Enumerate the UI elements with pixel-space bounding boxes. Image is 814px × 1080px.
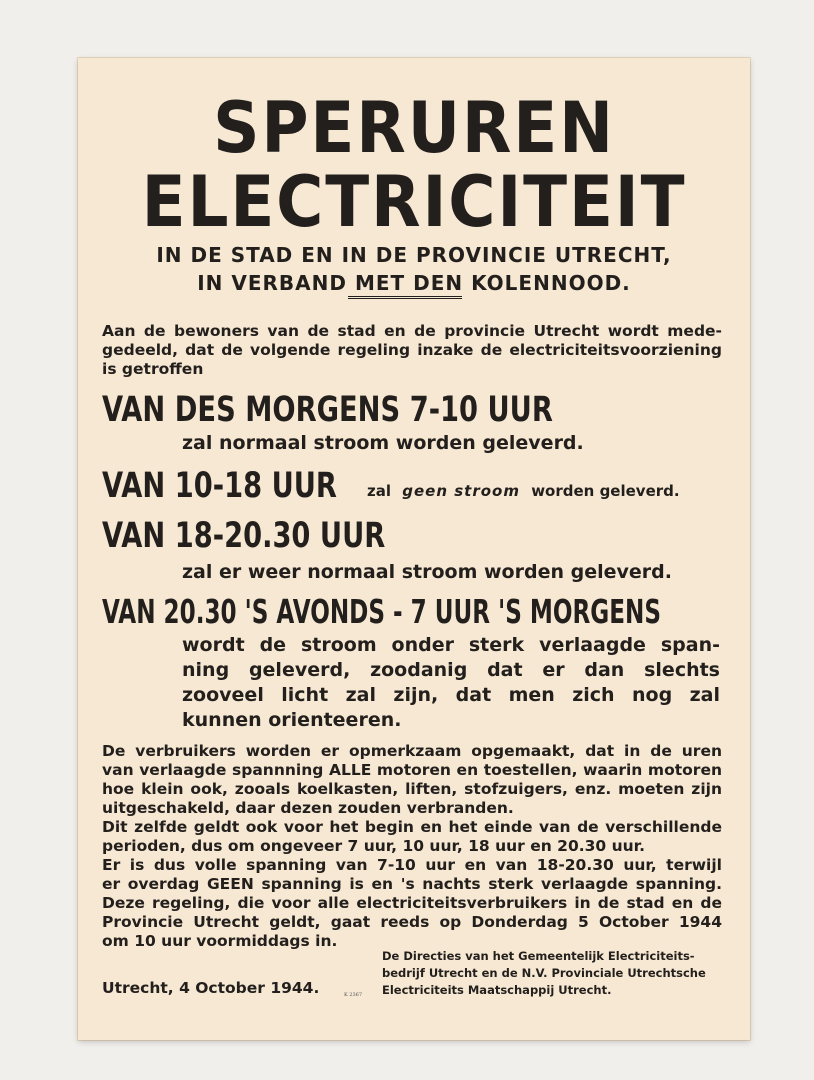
intro-line: Aan de bewoners van de stad en de provincie Utrecht wordt mede- [102,322,722,340]
signature-line: Electriciteits Maatschappij Utrecht. [382,983,612,997]
intro-paragraph [102,322,722,379]
period-4-line: kunnen orienteeren. [182,709,402,731]
notice-line: Er is dus volle spanning van 7-10 uur en van 18-20.30 uur, terwijl [102,856,722,874]
intro-line: is getroffen [102,360,204,378]
intro-line: gedeeld, dat de volgende regeling inzake de electriciteitsvoorziening [102,341,722,359]
notice-line: De verbruikers worden er opmerkzaam opgemaakt, dat in de uren [102,742,722,760]
poster-title-line-2: ELECTRICITEIT [141,161,687,243]
notice-line: om 10 uur voormiddags in. [102,932,338,950]
print-code: K 2367 [344,992,363,998]
poster [78,58,750,1040]
place-date: Utrecht, 4 October 1944. [102,979,320,997]
notice-line: uitgeschakeld, daar dezen zouden verbranden. [102,799,514,817]
poster-subtitle-line-2: IN VERBAND MET DEN KOLENNOOD. [197,271,631,295]
signature-line: bedrijf Utrecht en de N.V. Provinciale Utrechtsche [382,966,706,980]
period-4-text [182,633,720,733]
notice-line: Deze regeling, die voor alle electriciteitsverbruikers in de stad en de [102,894,722,912]
period-4-line: wordt de stroom onder sterk verlaagde span- [182,634,720,656]
period-4-line: zooveel licht zal zijn, dat men zich nog zal [182,684,720,706]
signature-block [382,948,706,999]
notice-line: perioden, dus om ongeveer 7 uur, 10 uur, 18 uur en 20.30 uur. [102,837,645,855]
notice-line: van verlaagde spannning ALLE motoren en toestellen, waarin motoren [102,761,722,779]
signature-line: De Directies van het Gemeentelijk Electriciteits- [382,949,695,963]
period-4-line: ning geleverd, zoodanig dat er dan slechts [182,659,720,681]
period-3-text: zal er weer normaal stroom worden geleverd. [182,561,672,583]
period-1-text: zal normaal stroom worden geleverd. [182,432,584,454]
period-2-text-a: zal [367,482,391,500]
notice-line: er overdag GEEN spanning is en 's nachts sterk verlaagde spanning. [102,875,722,893]
period-2-text [367,482,680,500]
period-2-heading: VAN 10-18 UUR [102,466,337,506]
period-4-heading: VAN 20.30 'S AVONDS - 7 UUR 'S MORGENS [102,592,661,631]
notice-line: Provincie Utrecht geldt, gaat reeds op Donderdag 5 October 1944 [102,913,722,931]
subtitle-underline [348,296,462,299]
period-3-heading: VAN 18-20.30 UUR [102,516,386,556]
period-2-emphasis: geen stroom [402,482,520,500]
notice-line: Dit zelfde geldt ook voor het begin en het einde van de verschillende [102,818,722,836]
poster-title-line-1: SPERUREN [213,87,615,169]
period-2-text-c: worden geleverd. [531,482,680,500]
notice-paragraph [102,742,722,951]
period-1-heading: VAN DES MORGENS 7-10 UUR [102,390,553,430]
notice-line: hoe klein ook, zooals koelkasten, liften, stofzuigers, enz. moeten zijn [102,780,722,798]
poster-subtitle-line-1: IN DE STAD EN IN DE PROVINCIE UTRECHT, [156,243,672,267]
